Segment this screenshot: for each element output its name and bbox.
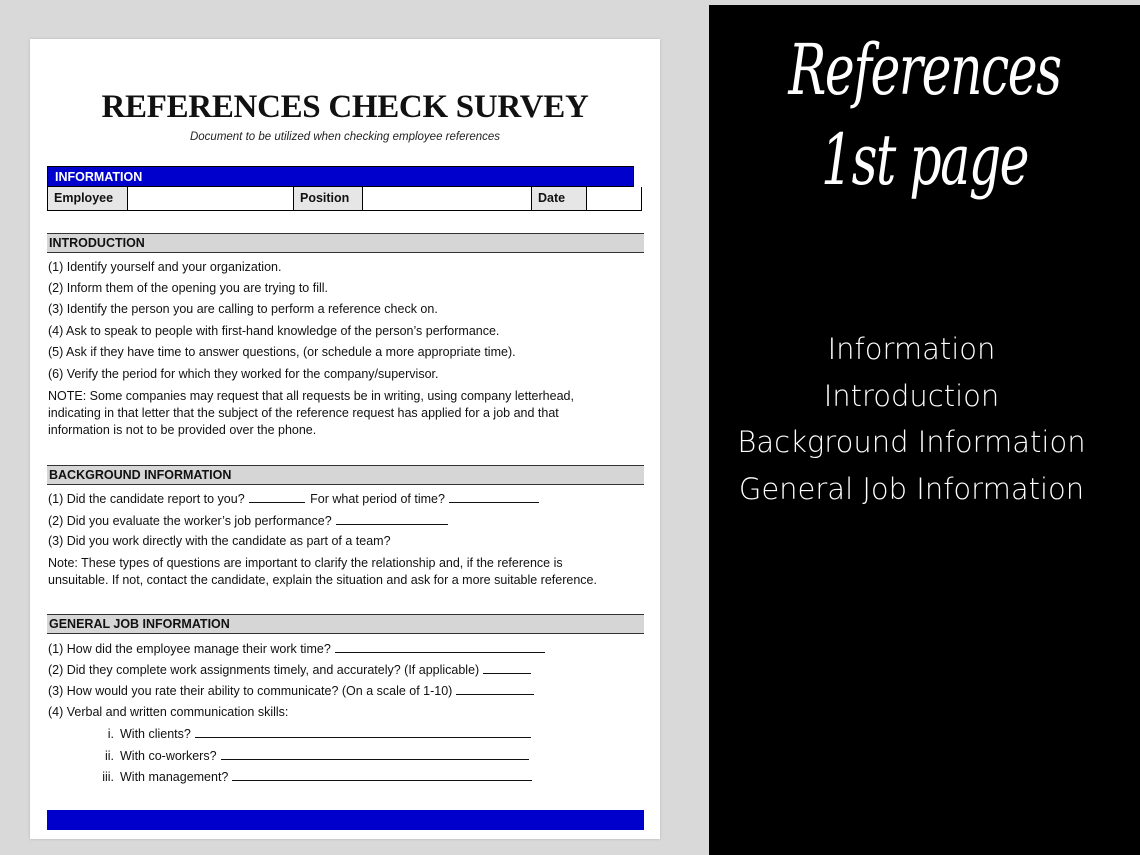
general-question-2 [48, 661, 531, 678]
intro-note-line: indicating in that letter that the subject of the reference request has applied for a job and that [48, 406, 559, 420]
date-field[interactable] [587, 187, 642, 210]
question-text: (3) How would you rate their ability to communicate? (On a scale of 1-10) [48, 684, 453, 698]
background-note-line: unsuitable. If not, contact the candidate, explain the situation and ask for a more suitable reference. [48, 573, 597, 587]
employee-label: Employee [48, 187, 128, 210]
information-header: INFORMATION [47, 166, 634, 187]
general-question-3 [48, 682, 534, 699]
sub-number: iii. [102, 770, 114, 784]
answer-line[interactable] [195, 725, 531, 738]
section-list-item: Background Information [737, 425, 1086, 459]
question-text: (1) Did the candidate report to you? [48, 492, 245, 506]
general-question-4: (4) Verbal and written communication skills: [48, 705, 289, 719]
sub-number: i. [107, 727, 114, 741]
section-list-item: Information [827, 332, 996, 366]
sub-text: With management? [120, 770, 229, 784]
answer-line[interactable] [449, 490, 539, 503]
question-text: (1) How did the employee manage their work time? [48, 642, 331, 656]
section-list-item: Introduction [823, 378, 1000, 413]
answer-line[interactable] [483, 661, 531, 674]
introduction-header: INTRODUCTION [47, 233, 644, 253]
position-label: Position [294, 187, 363, 210]
section-list-item: General Job Information [738, 471, 1085, 506]
answer-line[interactable] [456, 682, 534, 695]
intro-item: (4) Ask to speak to people with first-hand knowledge of the person’s performance. [48, 324, 500, 338]
info-panel [709, 5, 1140, 855]
question-text: (2) Did you evaluate the worker’s job performance? [48, 514, 332, 528]
sub-question-management [88, 768, 532, 785]
intro-item: (2) Inform them of the opening you are trying to fill. [48, 281, 328, 295]
sub-question-coworkers [88, 747, 529, 764]
script-title [769, 25, 1079, 205]
background-question-2 [48, 512, 448, 529]
question-text: (2) Did they complete work assignments timely, and accurately? (If applicable) [48, 663, 480, 677]
script-title-line-1: References [788, 29, 1061, 111]
script-title-line-2: 1st page [820, 119, 1029, 201]
intro-note-line: NOTE: Some companies may request that all requests be in writing, using company letterhead, [48, 389, 574, 403]
answer-line[interactable] [249, 490, 305, 503]
background-question-1 [48, 490, 539, 507]
background-question-3: (3) Did you work directly with the candidate as part of a team? [48, 534, 391, 548]
intro-item: (6) Verify the period for which they worked for the company/supervisor. [48, 367, 439, 381]
answer-line[interactable] [335, 640, 545, 653]
general-job-header: GENERAL JOB INFORMATION [47, 614, 644, 634]
sub-question-clients [88, 725, 531, 742]
intro-item: (1) Identify yourself and your organization. [48, 260, 282, 274]
background-note-line: Note: These types of questions are important to clarify the relationship and, if the reference is [48, 556, 563, 570]
answer-line[interactable] [221, 747, 529, 760]
date-label: Date [532, 187, 587, 210]
sub-number: ii. [104, 749, 114, 763]
document-title: REFERENCES CHECK SURVEY [101, 89, 589, 125]
intro-note-line: information is not to be provided over the phone. [48, 423, 317, 437]
footer-bar [47, 810, 644, 830]
sub-text: With co-workers? [120, 749, 217, 763]
question-text: For what period of time? [310, 492, 445, 506]
answer-line[interactable] [232, 768, 532, 781]
background-header: BACKGROUND INFORMATION [47, 465, 644, 485]
section-list [709, 326, 1114, 512]
general-question-1 [48, 640, 545, 657]
intro-item: (5) Ask if they have time to answer questions, (or schedule a more appropriate time). [48, 345, 516, 359]
information-row [47, 187, 642, 211]
position-field[interactable] [363, 187, 532, 210]
answer-line[interactable] [336, 512, 448, 525]
document-subtitle: Document to be utilized when checking employee references [189, 131, 501, 143]
employee-field[interactable] [128, 187, 294, 210]
intro-item: (3) Identify the person you are calling to perform a reference check on. [48, 302, 438, 316]
sub-text: With clients? [120, 727, 191, 741]
survey-document [30, 39, 660, 839]
